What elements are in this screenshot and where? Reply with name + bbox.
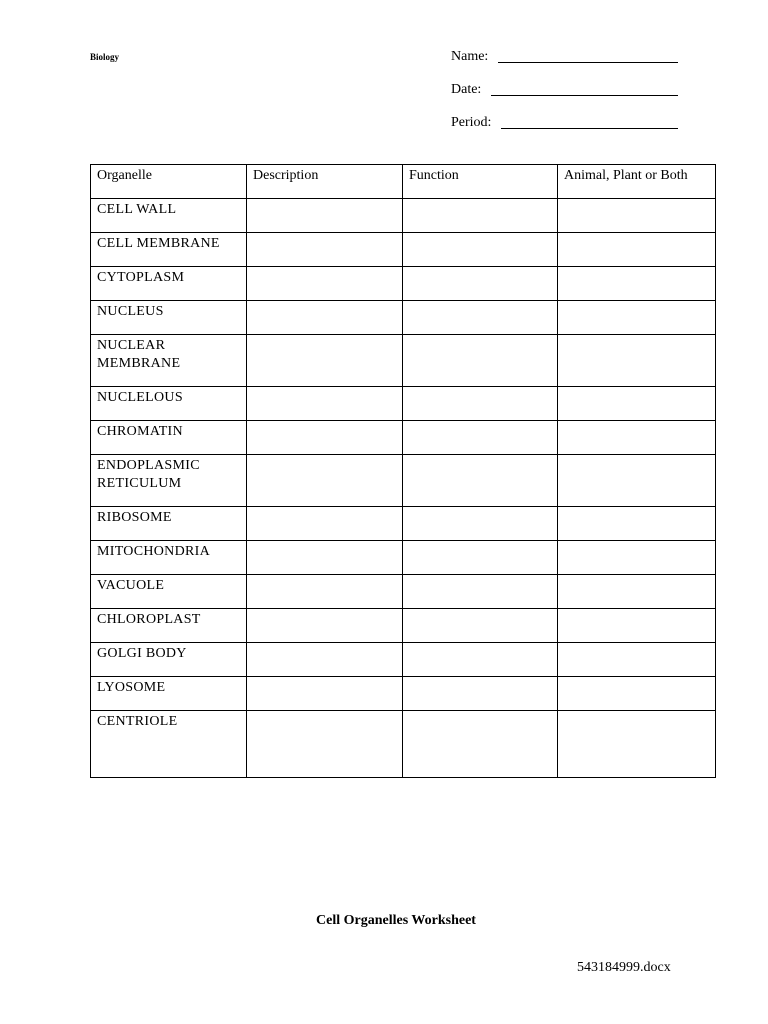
organelle-cell: CHROMATIN: [91, 421, 247, 455]
name-blank-line[interactable]: [498, 62, 678, 63]
subject-label: Biology: [90, 52, 120, 62]
description-cell[interactable]: [247, 199, 403, 233]
description-cell[interactable]: [247, 421, 403, 455]
function-cell[interactable]: [403, 199, 558, 233]
function-cell[interactable]: [403, 267, 558, 301]
organelle-cell: GOLGI BODY: [91, 643, 247, 677]
type-cell[interactable]: [558, 199, 716, 233]
table-row: [91, 643, 716, 677]
organelle-cell: CENTRIOLE: [91, 711, 247, 778]
organelle-cell: NUCLELOUS: [91, 387, 247, 421]
worksheet-title: Cell Organelles Worksheet: [316, 913, 476, 928]
date-field-row: [451, 80, 481, 98]
organelles-table: [90, 164, 716, 778]
description-cell[interactable]: [247, 233, 403, 267]
function-cell[interactable]: [403, 387, 558, 421]
function-cell[interactable]: [403, 301, 558, 335]
function-cell[interactable]: [403, 541, 558, 575]
organelle-cell: ENDOPLASMIC RETICULUM: [91, 455, 247, 507]
organelle-cell: CELL MEMBRANE: [91, 233, 247, 267]
type-cell[interactable]: [558, 233, 716, 267]
table-row: [91, 233, 716, 267]
type-cell[interactable]: [558, 301, 716, 335]
name-label: Name:: [451, 49, 489, 64]
table-row: [91, 335, 716, 387]
column-header-organelle: Organelle: [91, 165, 247, 199]
table-row: [91, 421, 716, 455]
description-cell[interactable]: [247, 387, 403, 421]
table-row: [91, 575, 716, 609]
type-cell[interactable]: [558, 575, 716, 609]
description-cell[interactable]: [247, 267, 403, 301]
type-cell[interactable]: [558, 455, 716, 507]
function-cell[interactable]: [403, 421, 558, 455]
function-cell[interactable]: [403, 575, 558, 609]
organelle-cell: NUCLEAR MEMBRANE: [91, 335, 247, 387]
function-cell[interactable]: [403, 609, 558, 643]
description-cell[interactable]: [247, 643, 403, 677]
table-row: [91, 199, 716, 233]
document-filename: 543184999.docx: [577, 960, 671, 975]
organelle-cell: RIBOSOME: [91, 507, 247, 541]
name-field-row: [451, 47, 488, 65]
function-cell[interactable]: [403, 335, 558, 387]
description-cell[interactable]: [247, 455, 403, 507]
table-row: [91, 387, 716, 421]
function-cell[interactable]: [403, 677, 558, 711]
period-field-row: [451, 113, 491, 131]
type-cell[interactable]: [558, 711, 716, 778]
description-cell[interactable]: [247, 335, 403, 387]
type-cell[interactable]: [558, 267, 716, 301]
description-cell[interactable]: [247, 575, 403, 609]
table-row: [91, 541, 716, 575]
table-row: [91, 609, 716, 643]
organelle-cell: CYTOPLASM: [91, 267, 247, 301]
table-row: [91, 301, 716, 335]
function-cell[interactable]: [403, 455, 558, 507]
type-cell[interactable]: [558, 421, 716, 455]
description-cell[interactable]: [247, 677, 403, 711]
table-header-row: [91, 165, 716, 199]
table-row: [91, 455, 716, 507]
type-cell[interactable]: [558, 335, 716, 387]
description-cell[interactable]: [247, 711, 403, 778]
column-header-description: Description: [247, 165, 403, 199]
date-blank-line[interactable]: [491, 95, 678, 96]
organelle-cell: LYOSOME: [91, 677, 247, 711]
description-cell[interactable]: [247, 301, 403, 335]
type-cell[interactable]: [558, 609, 716, 643]
organelle-cell: NUCLEUS: [91, 301, 247, 335]
column-header-animal-plant-both: Animal, Plant or Both: [558, 165, 716, 199]
description-cell[interactable]: [247, 507, 403, 541]
date-label: Date:: [451, 82, 482, 97]
function-cell[interactable]: [403, 643, 558, 677]
table-row: [91, 677, 716, 711]
type-cell[interactable]: [558, 541, 716, 575]
description-cell[interactable]: [247, 541, 403, 575]
column-header-function: Function: [403, 165, 558, 199]
table-row: [91, 711, 716, 778]
organelle-cell: CELL WALL: [91, 199, 247, 233]
table-row: [91, 507, 716, 541]
type-cell[interactable]: [558, 677, 716, 711]
period-blank-line[interactable]: [501, 128, 678, 129]
organelle-cell: VACUOLE: [91, 575, 247, 609]
table-row: [91, 267, 716, 301]
organelle-cell: CHLOROPLAST: [91, 609, 247, 643]
type-cell[interactable]: [558, 507, 716, 541]
type-cell[interactable]: [558, 387, 716, 421]
organelle-cell: MITOCHONDRIA: [91, 541, 247, 575]
description-cell[interactable]: [247, 609, 403, 643]
type-cell[interactable]: [558, 643, 716, 677]
function-cell[interactable]: [403, 507, 558, 541]
period-label: Period:: [451, 115, 492, 130]
function-cell[interactable]: [403, 711, 558, 778]
function-cell[interactable]: [403, 233, 558, 267]
